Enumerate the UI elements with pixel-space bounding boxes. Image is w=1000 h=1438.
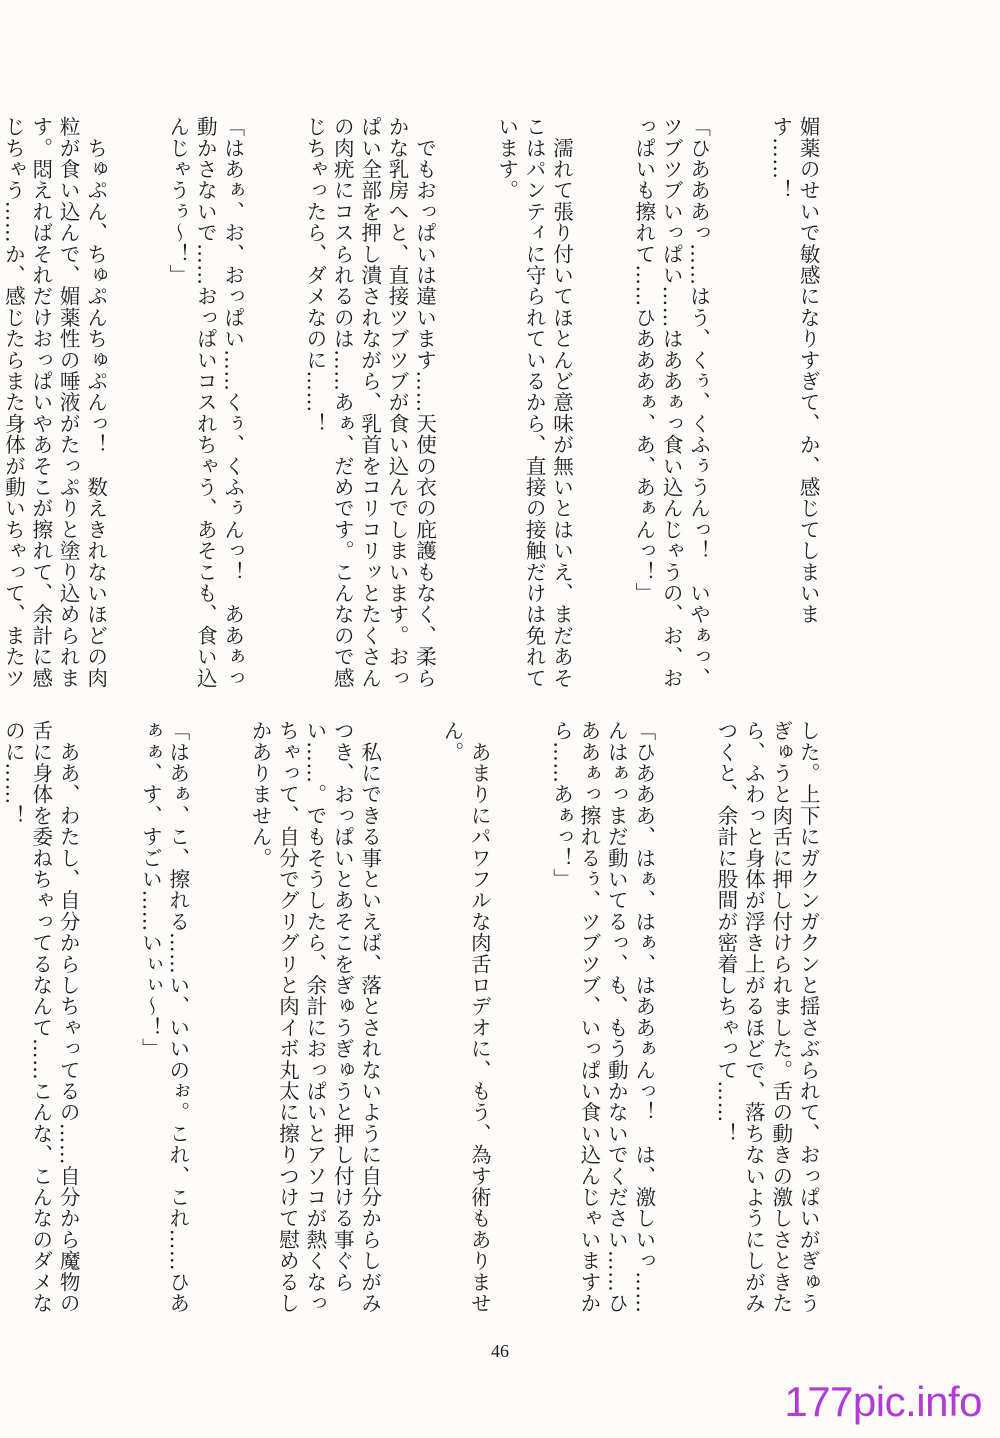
lower-text-column bbox=[1, 720, 876, 1325]
page-number: 46 bbox=[491, 1341, 509, 1361]
text-line: あまりにパワフルな肉舌ロデオに、もう、為す術もありません。 bbox=[439, 720, 492, 1314]
text-line: 「ひあああ、はぁ、はぁ、はああぁんっ！ は、激しいっ……んはぁっまだ動いてるっ、も、もう動かないでください……ひああぁっ擦れるぅ、ツブツブ、いっぱい食い込んじゃいますから……あぁっ！」 bbox=[549, 720, 656, 1314]
text-line: ちゅぷん、ちゅぷんちゅぷんっ！ 数えきれないほどの肉粒が食い込んで、媚薬性の唾液がたっぷりと塗り込められます。悶えればそれだけおっぱいやあそこが擦れて、余計に感じちゃう……か、感じたらまた身体が動いちゃって、またツ bbox=[1, 116, 108, 689]
text-line: 「はあぁ、お、おっぱい……くぅ、くふぅんっ！ ああぁっ動かさないで……おっぱいコスれちゃう、あそこも、食い込んじゃうぅ〜！」 bbox=[165, 116, 245, 689]
text-line: 「はあぁ、こ、擦れる……い、いいのぉ。これ、これ……ひあぁぁ、す、すごい……いぃぃ〜！」 bbox=[138, 720, 190, 1314]
text-line: でもおっぱいは違います……天使の衣の庇護もなく、柔らかな乳房へと、直接ツブツブが食い込んでしまいます。おっぱい全部を押し潰されながら、乳首をコリコリッとたくさんの肉疣にコスられるのは……あぁ、だめです。こんなので感じちゃったら、ダメなのに……！ bbox=[302, 116, 437, 689]
text-line: 「ひあああっ……はう、くぅ、くふぅうんっ！ いやぁっ、ツブツブいっぱい……はああぁっ食い込んじゃうの、お、おっぱいも擦れて……ひあああぁ、あ、あぁんっ！」 bbox=[631, 116, 711, 689]
text-line: した。上下にガクンガクンと揺さぶられて、おっぱいがぎゅうぎゅうと肉舌に押し付けられました。舌の動きの激しさときたら、ふわっと身体が浮き上がるほどで、落ちないようにしがみつくと、余計に股間が密着しちゃって……！ bbox=[713, 720, 821, 1314]
watermark-text: 177pic.info bbox=[784, 1378, 982, 1425]
text-line: ああ、わたし、自分からしちゃってるの……自分から魔物の舌に身体を委ねちゃってるなんて……こんな、こんなのダメなのに……！ bbox=[1, 720, 81, 1314]
text-line: 媚薬のせいで敏感になりすぎて、か、感じてしまいます……！ bbox=[768, 116, 821, 625]
text-line: 私にできる事といえば、落とされないように自分からしがみつき、おっぱいとあそこをぎゅうぎゅうと押し付ける事ぐらい……。でもそうしたら、余計におっぱいとアソコが熱くなっちゃって、自分でグリグリと肉イボ丸太に擦りつけて慰めるしかありません。 bbox=[248, 720, 382, 1314]
upper-text-column bbox=[1, 116, 876, 706]
text-line: 濡れて張り付いてほとんど意味が無いとはいえ、まだあそこはパンティに守られているから、直接の接触だけは免れています。 bbox=[494, 116, 574, 689]
